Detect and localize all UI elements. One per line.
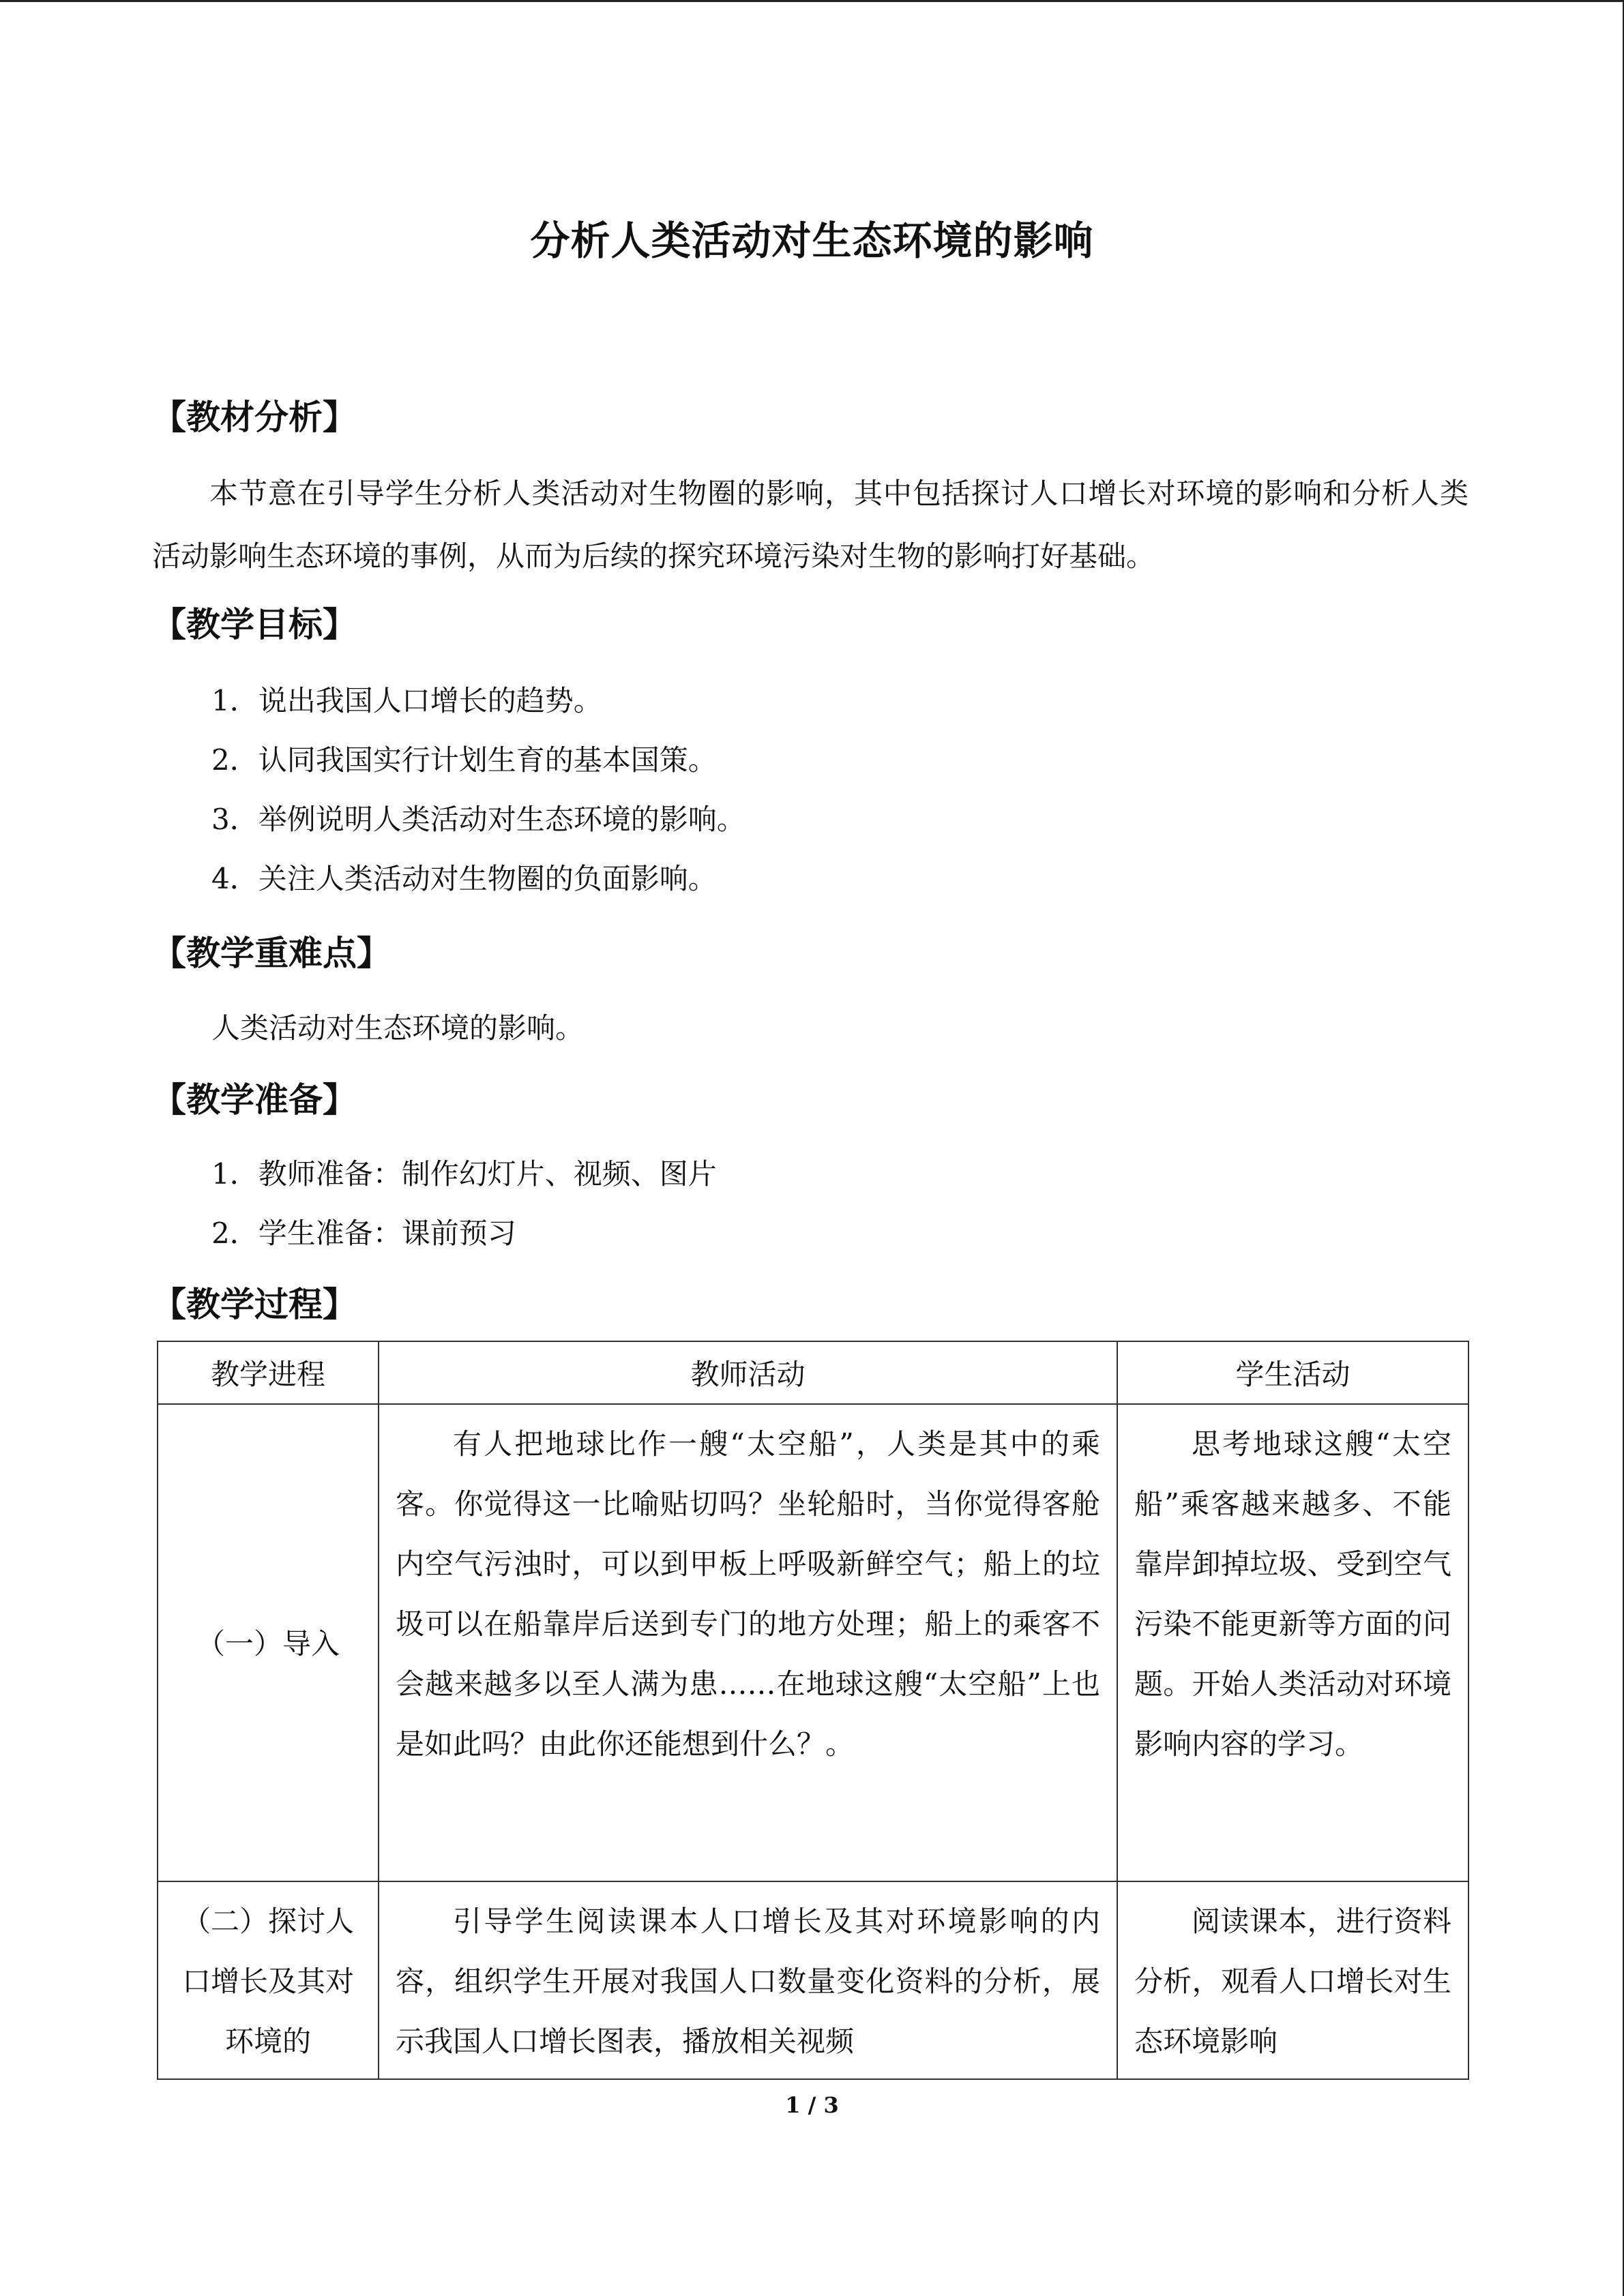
table-row xyxy=(158,1404,1468,1881)
stage-text: （二）探讨人口增长及其对环境的 xyxy=(181,1905,354,2058)
column-header-stage: 教学进程 xyxy=(158,1341,379,1404)
section-heading-analysis: 【教材分析】 xyxy=(152,398,357,437)
section-heading-process: 【教学过程】 xyxy=(152,1285,357,1324)
student-text: 思考地球这艘“太空船”乘客越来越多、不能靠岸卸掉垃圾、受到空气污染不能更新等方面的问题。开始人类活动对环境影响内容的学习。 xyxy=(1134,1427,1451,1761)
section-heading-goals: 【教学目标】 xyxy=(152,605,357,644)
section-heading-preparation: 【教学准备】 xyxy=(152,1080,357,1120)
section-heading-key-points: 【教学重难点】 xyxy=(152,934,391,973)
teacher-text: 有人把地球比作一艘“太空船”，人类是其中的乘客。你觉得这一比喻贴切吗？坐轮船时，当你觉得客舱内空气污浊时，可以到甲板上呼吸新鲜空气；船上的垃圾可以在船靠岸后送到专门的地方处理；船上的乘客不会越来越多以至人满为患……在地球这艘“太空船”上也是如此吗？由此你还能想到什么？。 xyxy=(396,1427,1100,1761)
key-points-text: 人类活动对生态环境的影响。 xyxy=(211,1011,585,1045)
teacher-cell xyxy=(379,1404,1117,1881)
analysis-text: 本节意在引导学生分析人类活动对生物圈的影响，其中包括探讨人口增长对环境的影响和分析人类活动影响生态环境的事例，从而为后续的探究环境污染对生物的影响打好基础。 xyxy=(152,477,1468,573)
teacher-text: 引导学生阅读课本人口增长及其对环境影响的内容，组织学生开展对我国人口数量变化资料的分析，展示我国人口增长图表，播放相关视频 xyxy=(396,1905,1100,2058)
student-cell xyxy=(1117,1881,1468,2079)
student-text: 阅读课本，进行资料分析，观看人口增长对生态环境影响 xyxy=(1134,1905,1451,2058)
page-number: 1 / 3 xyxy=(785,2092,839,2118)
process-table xyxy=(157,1341,1469,2080)
student-cell xyxy=(1117,1404,1468,1881)
table-row xyxy=(158,1881,1468,2079)
stage-text: （一）导入 xyxy=(196,1627,340,1660)
stage-cell xyxy=(158,1404,379,1881)
column-header-student: 学生活动 xyxy=(1117,1341,1468,1404)
column-header-teacher: 教师活动 xyxy=(379,1341,1117,1404)
goal-item-1: 1．说出我国人口增长的趋势。 xyxy=(211,684,602,717)
goal-item-2: 2．认同我国实行计划生育的基本国策。 xyxy=(211,743,717,777)
teacher-cell xyxy=(379,1881,1117,2079)
preparation-item-2: 2．学生准备：课前预习 xyxy=(211,1217,516,1250)
stage-cell xyxy=(158,1881,379,2079)
goal-item-4: 4．关注人类活动对生物圈的负面影响。 xyxy=(211,862,717,895)
goal-item-3: 3．举例说明人类活动对生态环境的影响。 xyxy=(211,803,745,836)
table-header-row xyxy=(158,1341,1468,1404)
page-top-border xyxy=(0,0,1624,2)
preparation-item-1: 1．教师准备：制作幻灯片、视频、图片 xyxy=(211,1157,717,1191)
page-title: 分析人类活动对生态环境的影响 xyxy=(530,218,1094,264)
